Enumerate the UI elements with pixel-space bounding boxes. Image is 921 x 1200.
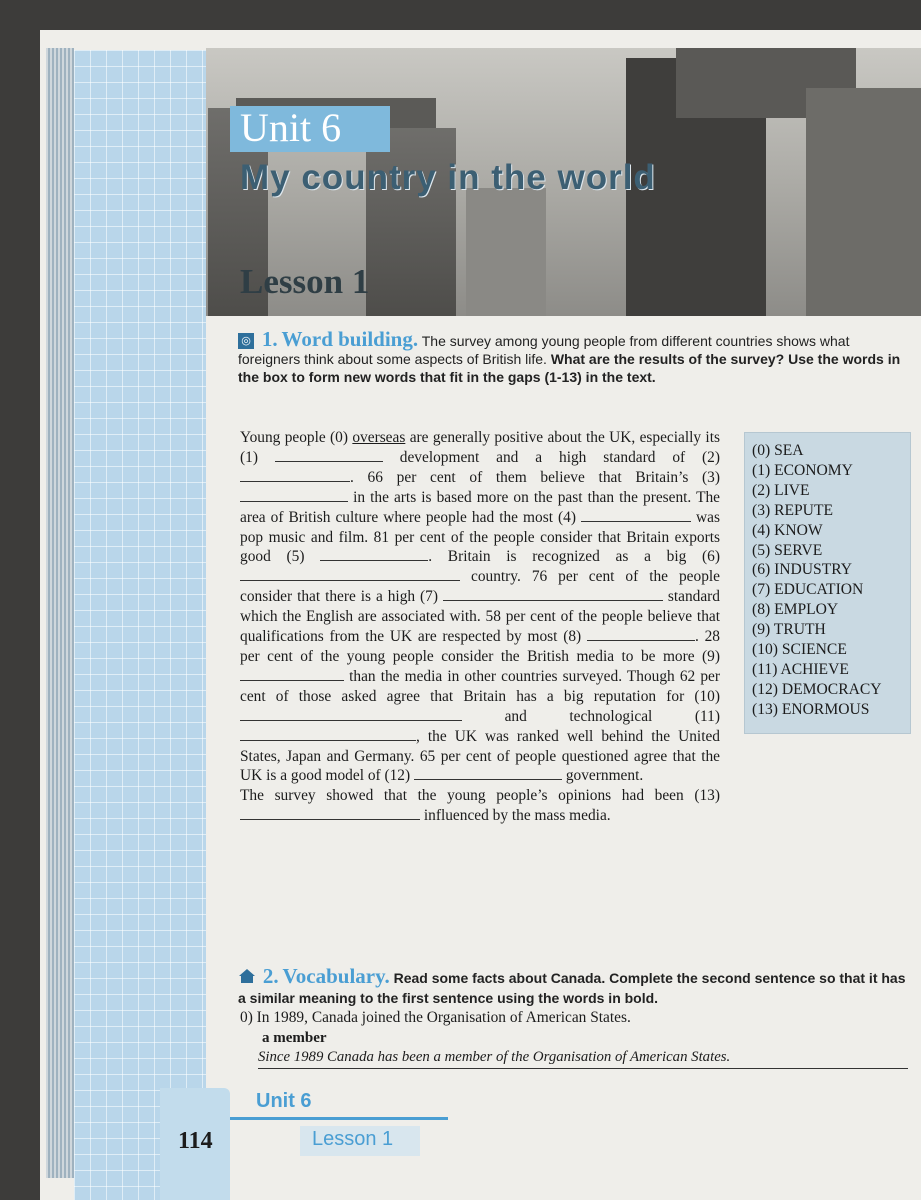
footer-unit-label: Unit 6 <box>256 1090 312 1112</box>
word-item: (12) DEMOCRACY <box>752 680 882 698</box>
page-edges <box>46 48 74 1178</box>
page-number: 114 <box>178 1128 213 1154</box>
word-list <box>752 441 882 720</box>
word-item: (7) EDUCATION <box>752 581 864 599</box>
word-item: (6) INDUSTRY <box>752 561 853 579</box>
word-item: (4) KNOW <box>752 521 823 539</box>
word-item: (2) LIVE <box>752 481 810 499</box>
exercise-1-title: Word building. <box>281 327 419 351</box>
gap-13[interactable] <box>240 807 420 820</box>
gap-7[interactable] <box>443 588 663 601</box>
exercise-1-header <box>238 327 908 386</box>
gap-1[interactable] <box>275 449 383 462</box>
word-item: (0) SEA <box>752 442 804 459</box>
gap-3[interactable] <box>240 489 348 502</box>
footer-lesson-label: Lesson 1 <box>312 1128 394 1150</box>
gap-4[interactable] <box>581 509 691 522</box>
exercise-2-header <box>238 966 910 1008</box>
gap-11[interactable] <box>240 728 416 741</box>
gap-10[interactable] <box>240 708 462 721</box>
gap-8[interactable] <box>587 628 695 641</box>
exercise-1-number: 1. <box>261 327 278 351</box>
word-item: (9) TRUTH <box>752 621 826 639</box>
exercise-1-intro: The survey among young people from different countries shows what foreigners think about some aspects of British life. <box>238 333 850 367</box>
word-item: (5) SERVE <box>752 541 823 559</box>
example-answer-word: overseas <box>352 429 406 446</box>
word-item: (1) ECONOMY <box>752 461 853 479</box>
gap-2[interactable] <box>240 469 350 482</box>
exercise-2-title: Vocabulary. <box>282 964 390 988</box>
house-icon <box>238 968 256 984</box>
footer-rule <box>230 1117 448 1120</box>
grid-margin-strip <box>74 50 206 1200</box>
exercise-2-task: Read some facts about Canada. Complete the second sentence so that it has a similar meaning to the first sentence using the words in bold. <box>238 970 906 1006</box>
example-answer: Since 1989 Canada has been a member of the Organisation of American States. <box>258 1049 908 1069</box>
gap-9[interactable] <box>240 668 344 681</box>
exercise-2-number: 2. <box>262 964 279 988</box>
example-keyword: a member <box>262 1030 327 1046</box>
word-item: (10) SCIENCE <box>752 641 847 659</box>
unit-subtitle: My country in the world <box>240 158 656 197</box>
exercise-1-task: What are the results of the survey? Use the words in the box to form new words that fit in the gaps (1-13) in the text. <box>238 351 901 385</box>
word-item: (8) EMPLOY <box>752 601 839 619</box>
survey-text: Young people (0) overseas are generally positive about the UK, especially its (1) development and a high standard of (2) . 66 per cent of them believe that Britain’s (3) in the arts is based more on the past than the present. The area of British culture where people had the most (4) was pop music and film. 81 per cent of the people consider that Britain exports good (5) . Britain is recognized as a big (6) country. 76 per cent of the people consider that there is a high (7) standard which the English are associated with. 58 per cent of the people believe that qualifications from the UK are respected by most (8) . 28 per cent of the young people consider the British media to be more (9) than the media in other countries surveyed. Though 62 per cent of those asked agree that Britain has a big reputation for (10) and technological (11) , the UK was ranked well behind the United States, Japan and Germany. 65 per cent of people questioned agree that the UK is a good model of (12) government. The survey showed that the young people’s opinions had been (13) influenced by the mass media. <box>240 429 720 825</box>
example-sentence: 0) In 1989, Canada joined the Organisation of American States. <box>240 1009 631 1026</box>
gap-12[interactable] <box>414 767 562 780</box>
word-item: (13) ENORMOUS <box>752 700 870 718</box>
unit-title: Unit 6 <box>240 105 342 150</box>
cd-icon: ◎ <box>238 333 254 349</box>
word-item: (3) REPUTE <box>752 501 833 519</box>
lesson-title: Lesson 1 <box>240 262 370 301</box>
word-item: (11) ACHIEVE <box>752 660 849 678</box>
gap-6[interactable] <box>240 568 460 581</box>
gap-5[interactable] <box>320 548 428 561</box>
